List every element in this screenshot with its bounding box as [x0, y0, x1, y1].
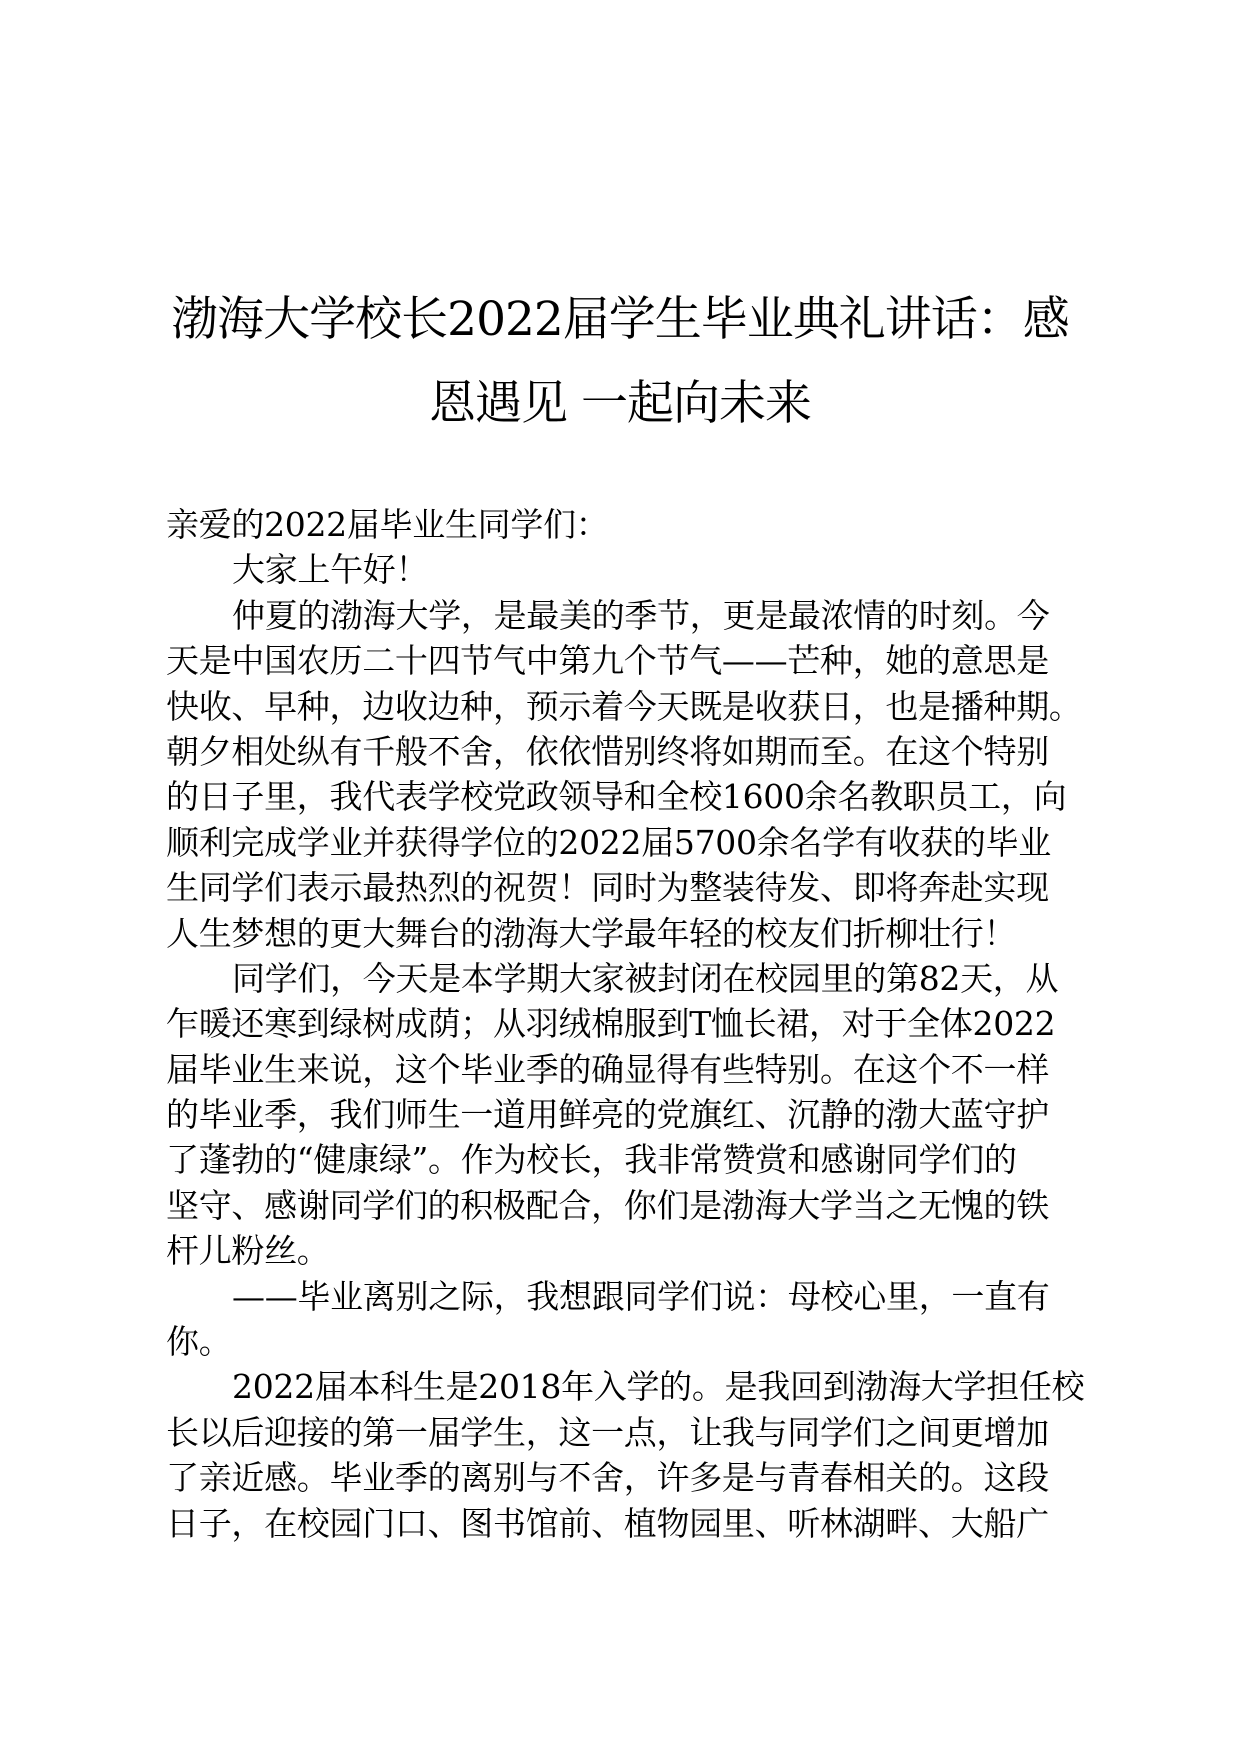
paragraph-2-line-3: 届毕业生来说，这个毕业季的确显得有些特别。在这个不一样	[166, 1049, 1049, 1089]
paragraph-3-line-1: 2022届本科生是2018年入学的。是我回到渤海大学担任校	[232, 1367, 1085, 1407]
paragraph-2-line-7: 杆儿粉丝。	[166, 1231, 330, 1271]
paragraph-3-line-2: 长以后迎接的第一届学生，这一点，让我与同学们之间更增加	[166, 1412, 1049, 1452]
section-heading-line-1: ——毕业离别之际，我想跟同学们说：母校心里，一直有	[232, 1276, 1050, 1316]
greeting: 大家上午好！	[232, 550, 429, 590]
paragraph-1-line-6: 顺利完成学业并获得学位的2022届5700余名学有收获的毕业	[166, 822, 1051, 862]
paragraph-1-line-2: 天是中国农历二十四节气中第九个节气——芒种，她的意思是	[166, 641, 1049, 681]
document-title	[150, 278, 1090, 446]
paragraph-1-line-8: 人生梦想的更大舞台的渤海大学最年轻的校友们折柳壮行！	[166, 913, 1017, 953]
section-heading-line-2: 你。	[166, 1322, 232, 1362]
title-line-1: 渤海大学校长2022届学生毕业典礼讲话：感	[171, 292, 1069, 347]
paragraph-1-line-4: 朝夕相处纵有千般不舍，依依惜别终将如期而至。在这个特别	[166, 731, 1049, 771]
paragraph-2-line-4: 的毕业季，我们师生一道用鲜亮的党旗红、沉静的渤大蓝守护	[166, 1095, 1049, 1135]
paragraph-1-line-1: 仲夏的渤海大学，是最美的季节，更是最浓情的时刻。今	[232, 595, 1050, 635]
paragraph-1-line-7: 生同学们表示最热烈的祝贺！同时为整装待发、即将奔赴实现	[166, 868, 1049, 908]
paragraph-1-line-3: 快收、早种，边收边种，预示着今天既是收获日，也是播种期。	[166, 686, 1082, 726]
salutation: 亲爱的2022届毕业生同学们：	[166, 505, 609, 544]
title-line-2: 恩遇见 一起向未来	[429, 376, 811, 431]
paragraph-2-line-6: 坚守、感谢同学们的积极配合，你们是渤海大学当之无愧的铁	[166, 1185, 1049, 1225]
paragraph-2-line-2: 乍暖还寒到绿树成荫；从羽绒棉服到T恤长裙，对于全体2022	[166, 1004, 1056, 1044]
paragraph-3-line-4: 日子，在校园门口、图书馆前、植物园里、听林湖畔、大船广	[166, 1503, 1049, 1543]
paragraph-1-line-5: 的日子里，我代表学校党政领导和全校1600余名教职员工，向	[166, 777, 1067, 817]
paragraph-2-line-1: 同学们，今天是本学期大家被封闭在校园里的第82天，从	[232, 958, 1059, 998]
document-body	[166, 502, 1094, 1546]
paragraph-3-line-3: 了亲近感。毕业季的离别与不舍，许多是与青春相关的。这段	[166, 1458, 1049, 1498]
paragraph-2-line-5: 了蓬勃的“健康绿”。作为校长，我非常赞赏和感谢同学们的	[166, 1140, 1017, 1180]
